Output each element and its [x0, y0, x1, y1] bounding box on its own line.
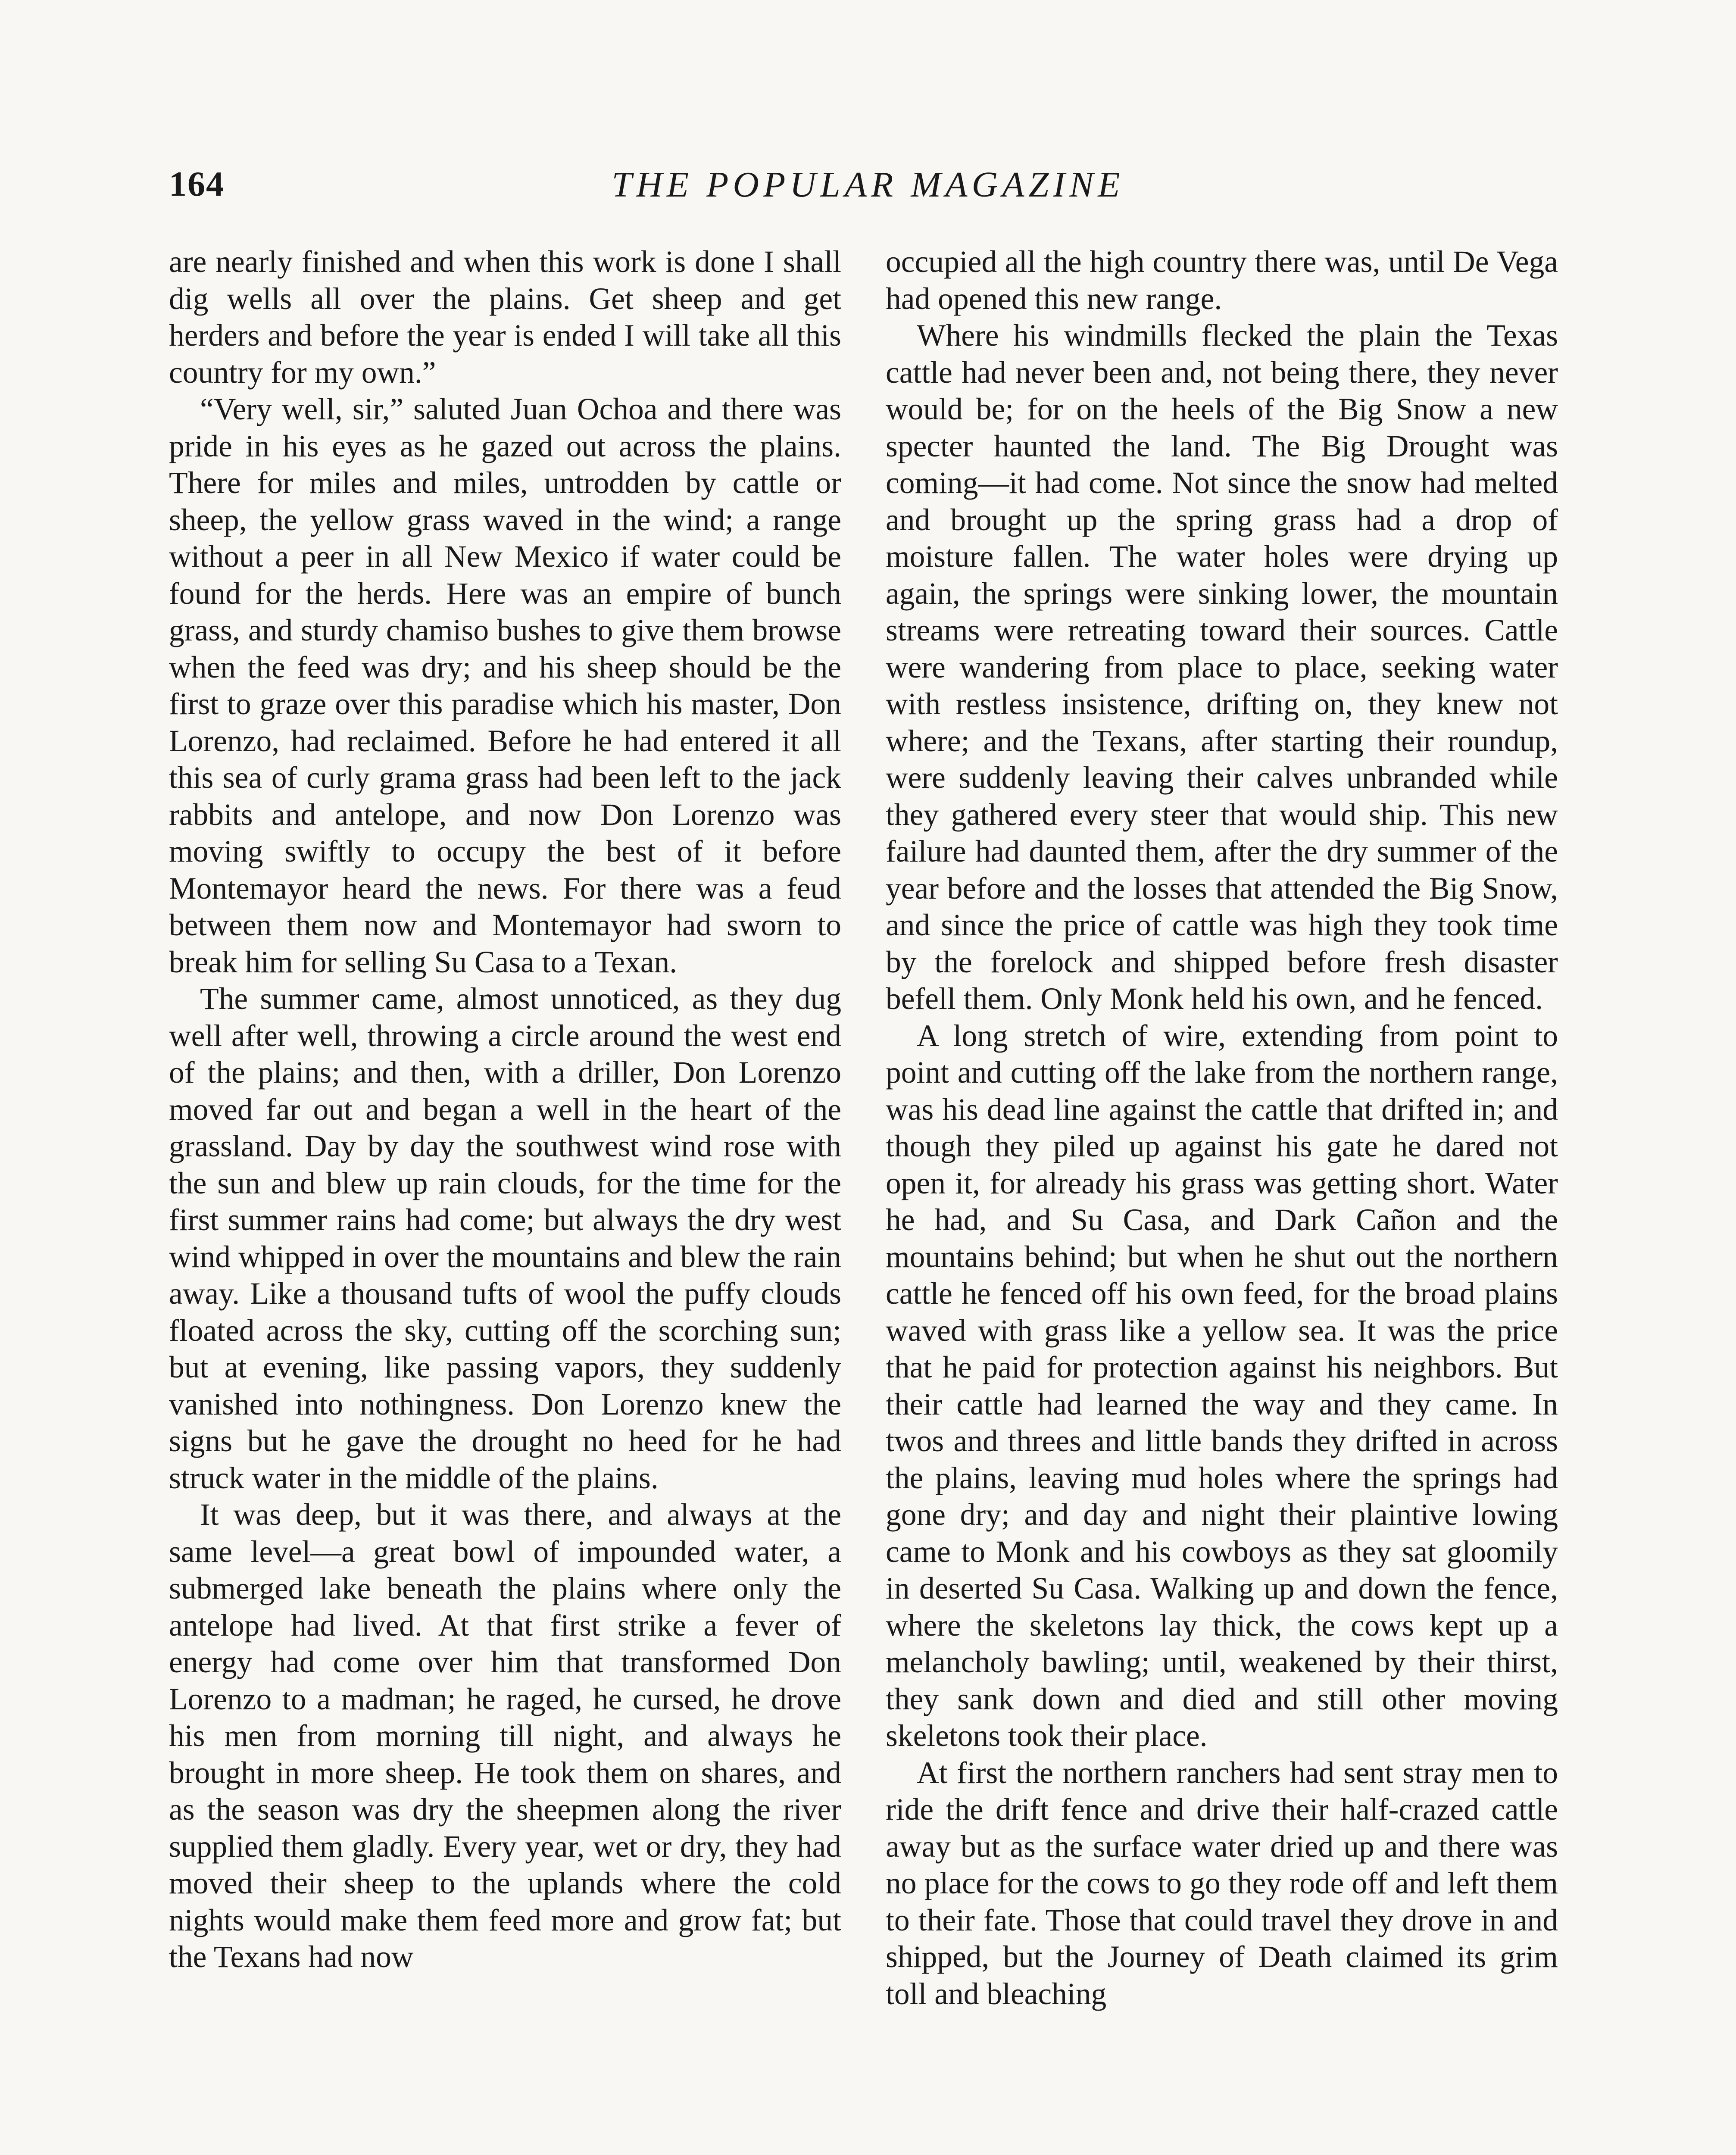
right-column: [886, 244, 1558, 2012]
paragraph: Where his windmills flecked the plain the Texas cattle had never been and, not being there, they never would be; for on the heels of the Big Snow a new specter haunted the land. The Big Drought was coming—it had come. Not since the snow had melted and brought up the spring grass had a drop of moisture fallen. The water holes were drying up again, the springs were sinking lower, the mountain streams were retreating toward their sources. Cattle were wandering from place to place, seeking water with restless insistence, drifting on, they knew not where; and the Texans, after starting their roundup, were suddenly leaving their calves unbranded while they gathered every steer that would ship. This new failure had daunted them, after the dry summer of the year before and the losses that attended the Big Snow, and since the price of cattle was high they took time by the forelock and shipped before fresh disaster befell them. Only Monk held his own, and he fenced.: [886, 319, 1558, 1016]
paragraph: occupied all the high country there was, until De Vega had opened this new range.: [886, 245, 1558, 316]
paragraph: At first the northern ranchers had sent stray men to ride the drift fence and drive their half-crazed cattle away but as the surface water dried up and there was no place for the cows to go they rode off and left them to their fate. Those that could travel they drove in and shipped, but the Journey of Death claimed its grim toll and bleaching: [886, 1755, 1558, 2011]
running-title: THE POPULAR MAGAZINE: [612, 165, 1124, 205]
paragraph: are nearly finished and when this work is done I shall dig wells all over the plains. Get sheep and get herders and before the year is ended I will take all this country for my own.”: [169, 245, 841, 390]
paragraph: A long stretch of wire, extending from point to point and cutting off the lake from the northern range, was his dead line against the cattle that drifted in; and though they piled up against his gate he dared not open it, for already his grass was getting short. Water he had, and Su Casa, and Dark Cañon and the mountains behind; but when he shut out the northern cattle he fenced off his own feed, for the broad plains waved with grass like a yellow sea. It was the price that he paid for protection against his neighbors. But their cattle had learned the way and they came. In twos and threes and little bands they drifted in across the plains, leaving mud holes where the springs had gone dry; and day and night their plaintive lowing came to Monk and his cowboys as they sat gloomily in deserted Su Casa. Walking up and down the fence, where the skeletons lay thick, the cows kept up a melancholy bawling; until, weakened by their thirst, they sank down and died and still other moving skeletons took their place.: [886, 1018, 1558, 1753]
left-column: [169, 244, 841, 1976]
page-number: 164: [169, 164, 225, 203]
paragraph: “Very well, sir,” saluted Juan Ochoa and there was pride in his eyes as he gazed out across the plains. There for miles and miles, untrodden by cattle or sheep, the yellow grass waved in the wind; a range without a peer in all New Mexico if water could be found for the herds. Here was an empire of bunch grass, and sturdy chamiso bushes to give them browse when the feed was dry; and his sheep should be the first to graze over this paradise which his master, Don Lorenzo, had reclaimed. Before he had entered it all this sea of curly grama grass had been left to the jack rabbits and antelope, and now Don Lorenzo was moving swiftly to occupy the best of it before Montemayor heard the news. For there was a feud between them now and Montemayor had sworn to break him for selling Su Casa to a Texan.: [169, 392, 841, 979]
paragraph: The summer came, almost unnoticed, as they dug well after well, throwing a circle around the west end of the plains; and then, with a driller, Don Lorenzo moved far out and began a well in the heart of the grassland. Day by day the southwest wind rose with the sun and blew up rain clouds, for the time for the first summer rains had come; but always the dry west wind whipped in over the mountains and blew the rain away. Like a thousand tufts of wool the puffy clouds floated across the sky, cutting off the scorching sun; but at evening, like passing vapors, they suddenly vanished into nothingness. Don Lorenzo knew the signs but he gave the drought no heed for he had struck water in the middle of the plains.: [169, 982, 841, 1495]
page-header: [169, 164, 1567, 211]
paragraph: It was deep, but it was there, and always at the same level—a great bowl of impounded water, a submerged lake beneath the plains where only the antelope had lived. At that first strike a fever of energy had come over him that transformed Don Lorenzo to a madman; he raged, he cursed, he drove his men from morning till night, and always he brought in more sheep. He took them on shares, and as the season was dry the sheepmen along the river supplied them gladly. Every year, wet or dry, they had moved their sheep to the uplands where the cold nights would make them feed more and grow fat; but the Texans had now: [169, 1498, 841, 1974]
